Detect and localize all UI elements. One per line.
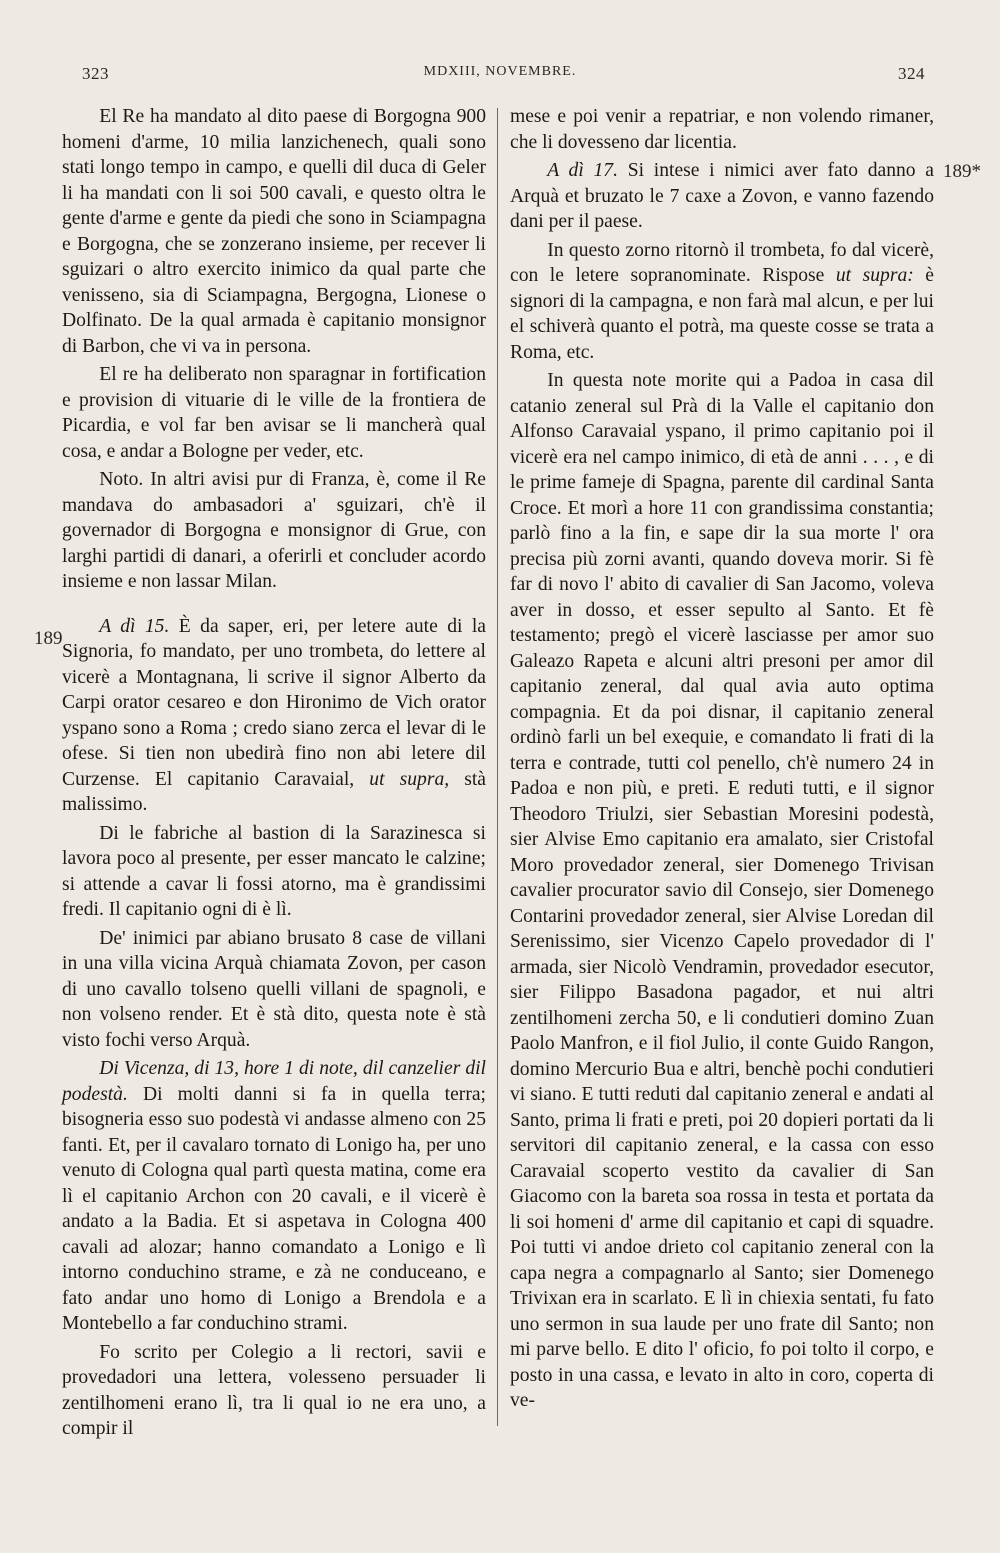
left-column bbox=[62, 104, 486, 1442]
paragraph-text: è signori di la campagna, e non farà mal alcun, e per lui el schiverà quanto el potrà, ma queste cosse se trata a Roma, etc. bbox=[510, 265, 934, 363]
paragraph: mese e poi venir a repatriar, e non volendo rimaner, che li dovesseno dar licentia. bbox=[510, 106, 934, 153]
paragraph bbox=[510, 158, 934, 235]
paragraph-text: In questo zorno ritornò il trombeta, fo dal vicerè, con le letere sopranominate. Rispose bbox=[510, 239, 934, 286]
page-number-right: 324 bbox=[898, 64, 925, 83]
right-column bbox=[510, 104, 934, 1414]
italic-phrase: ut supra, bbox=[369, 768, 450, 790]
paragraph: El Re ha mandato al dito paese di Borgogna 900 homeni d'arme, 10 milia lanzichenech, quali sono stati longo tempo in campo, e quelli dil duca di Geler li ha mandati con li soi 500 cavali, e questo oltra le gente d'arme e gente da piedi che sono in Sciampagna e Borgogna, che se zonzerano insieme, per recever li sguizari o altro exercito inimico da qual parte che venisseno, sia di Sciampagna, Bergogna, Lionese o Dolfinato. De la qual armada è capitanio monsignor di Barbon, che vi va in persona. bbox=[62, 106, 486, 357]
running-title: MDXIII, NOVEMBRE. bbox=[423, 64, 577, 79]
paragraph-text: Si intese i nimici aver fato danno a Arquà et bruzato le 7 caxe a Zovon, e vanno fazendo dani per il paese. bbox=[510, 160, 935, 232]
entry-date: A dì 17. bbox=[547, 160, 619, 181]
italic-phrase: ut supra: bbox=[835, 265, 914, 286]
margin-note-right: 189* bbox=[943, 161, 981, 182]
paragraph: De' inimici par abiano brusato 8 case de villani in una villa vicina Arquà chiamata Zovon, per cason di uno cavallo tolseno quelli villani de spagnoli, e non volseno render. Et è stà dito, questa note è stà visto fochi verso Arquà. bbox=[62, 927, 486, 1051]
paragraph-text: stà malissimo. bbox=[62, 768, 486, 815]
margin-note-left: 189 bbox=[34, 628, 63, 649]
paragraph: Di le fabriche al bastion di la Sarazinesca si lavora poco al presente, per esser mancato le calzine; si attende a cavar li fossi atorno, ma è grandissimi fredi. Il capitanio ogni di è lì. bbox=[62, 822, 486, 920]
paragraph-text: Di molti danni si fa in quella terra; bisogneria esso suo podestà vi andasse almeno con 25 fanti. Et, per il cavalaro tornato di Lonigo ha, per uno venuto di Cologna qual partì questa matina, come era lì el capitanio Archon con 20 cavali, e il vicerè è andato a la Badia. Et si aspetava in Cologna 400 cavali ad alozar; hanno comandato a Lonigo e lì intorno conduchino strame, e zà ne conduceano, e fato andar uno homo di Lonigo a Brendola e a Montebello a far conduchino strami. bbox=[62, 1083, 486, 1334]
entry-heading: Di Vicenza, di 13, hore 1 di note, dil canzelier dil podestà. bbox=[62, 1058, 486, 1105]
paragraph bbox=[62, 614, 486, 818]
paragraph: Noto. In altri avisi pur di Franza, è, come il Re mandava do ambasadori a' sguizari, ch'è il governador di Borgogna e monsignor di Grue, con larghi partidi di danari, a oferirli et concluder acordo insieme e non lassar Milan. bbox=[62, 469, 486, 592]
entry-date: A dì 15. bbox=[99, 615, 170, 637]
column-divider bbox=[497, 108, 498, 1426]
page-number-left: 323 bbox=[82, 64, 109, 83]
paragraph: El re ha deliberato non sparagnar in fortification e provision di vituarie di le ville de la frontiera de Picardia, e vol far ben avisar se li mancherà qual cosa, e andar a Bologne per veder, etc. bbox=[62, 364, 486, 462]
paragraph: In questa note morite qui a Padoa in casa dil catanio zeneral sul Prà di la Valle el capitanio don Alfonso Caravaial yspano, il primo capitanio poi il vicerè era nel campo inimico, di età de anni . . . , e di le prime fameje di Spagna, parente dil cardinal Santa Croce. Et morì a hore 11 con grandissima constantia; parlò fino a la fin, e sape dir la sua morte l' ora precisa più zorni avanti, quando doveva morir. Si fè far di novo l' abito di cavalier di San Jacomo, voleva aver in dosso, et esser sepulto al Santo. Et fè testamento; pregò el vicerè lasciasse per amor suo Galeazo Rapeta e alcuni altri presoni per amor dil capitanio zeneral, dal qual avia auto optima compagnia. Et da poi disnar, il capitanio zeneral ordinò farli un bel exequie, e comandato li frati di la terra e contrade, tutti col penello, ch'è numero 24 in Padoa e non più, e preti. E reduti tutti, e il signor Theodoro Triulzi, sier Sebastian Moresini podestà, sier Alvise Emo capitanio era amalato, sier Cristofal Moro provedador zeneral, sier Domenego Trivisan cavalier procurator savio dil Consejo, sier Domenego Contarini provedador zeneral, sier Alvise Loredan dil Serenissimo, sier Vicenzo Capelo provedador di l' armada, sier Nicolò Vendramin, provedador esecutor, sier Filippo Basadona pagador, et nui altri zentilhomeni zercha 50, e li condutieri domino Zuan Paolo Manfron, e il fiol Julio, il conte Guido Rangon, domino Mercurio Bua e altri, benchè pochi condutieri vi siano. E tutti reduti dal capitanio zeneral e andati al Santo, prima li frati e preti, poi 20 dopieri portati da li servitori dil capitanio zeneral, e la cassa con esso Caravaial scoperto vestito da cavalier di San Giacomo con la bareta soa rossa in testa et portata da li soi homeni d' arme dil capitanio et capi di squadre. Poi tutti vi andoe drieto col capitanio zeneral con la capa negra a compagnarlo al Santo; sier Domenego Trivixan era in scarlato. E lì in chiexia sentati, fu fato uno sermon in sua laude per uno frate dil Santo; non mi parve bello. E dito l' oficio, fo poi tolto il corpo, e posto in una cassa, e levato in alto in coro, coperta di ve- bbox=[510, 370, 934, 1411]
paragraph: Fo scrito per Colegio a li rectori, savii e provedadori una lettera, volesseno persuader li zentilhomeni erano lì, tra li qual io ne era uno, a compir il bbox=[62, 1341, 486, 1439]
paragraph-text: È da saper, eri, per letere aute di la Signoria, fo mandato, per uno trombeta, do lettere al vicerè a Montagnana, li scrive il signor Alberto da Carpi orator cesareo e don Hironimo de Vich orator yspano sono a Roma ; credo siano zerca el levar di le ofese. Si tien non ubedirà fino non abi letere dil Curzense. El capitanio Caravaial, bbox=[62, 615, 486, 790]
paragraph bbox=[510, 238, 934, 366]
paragraph bbox=[62, 1056, 486, 1337]
